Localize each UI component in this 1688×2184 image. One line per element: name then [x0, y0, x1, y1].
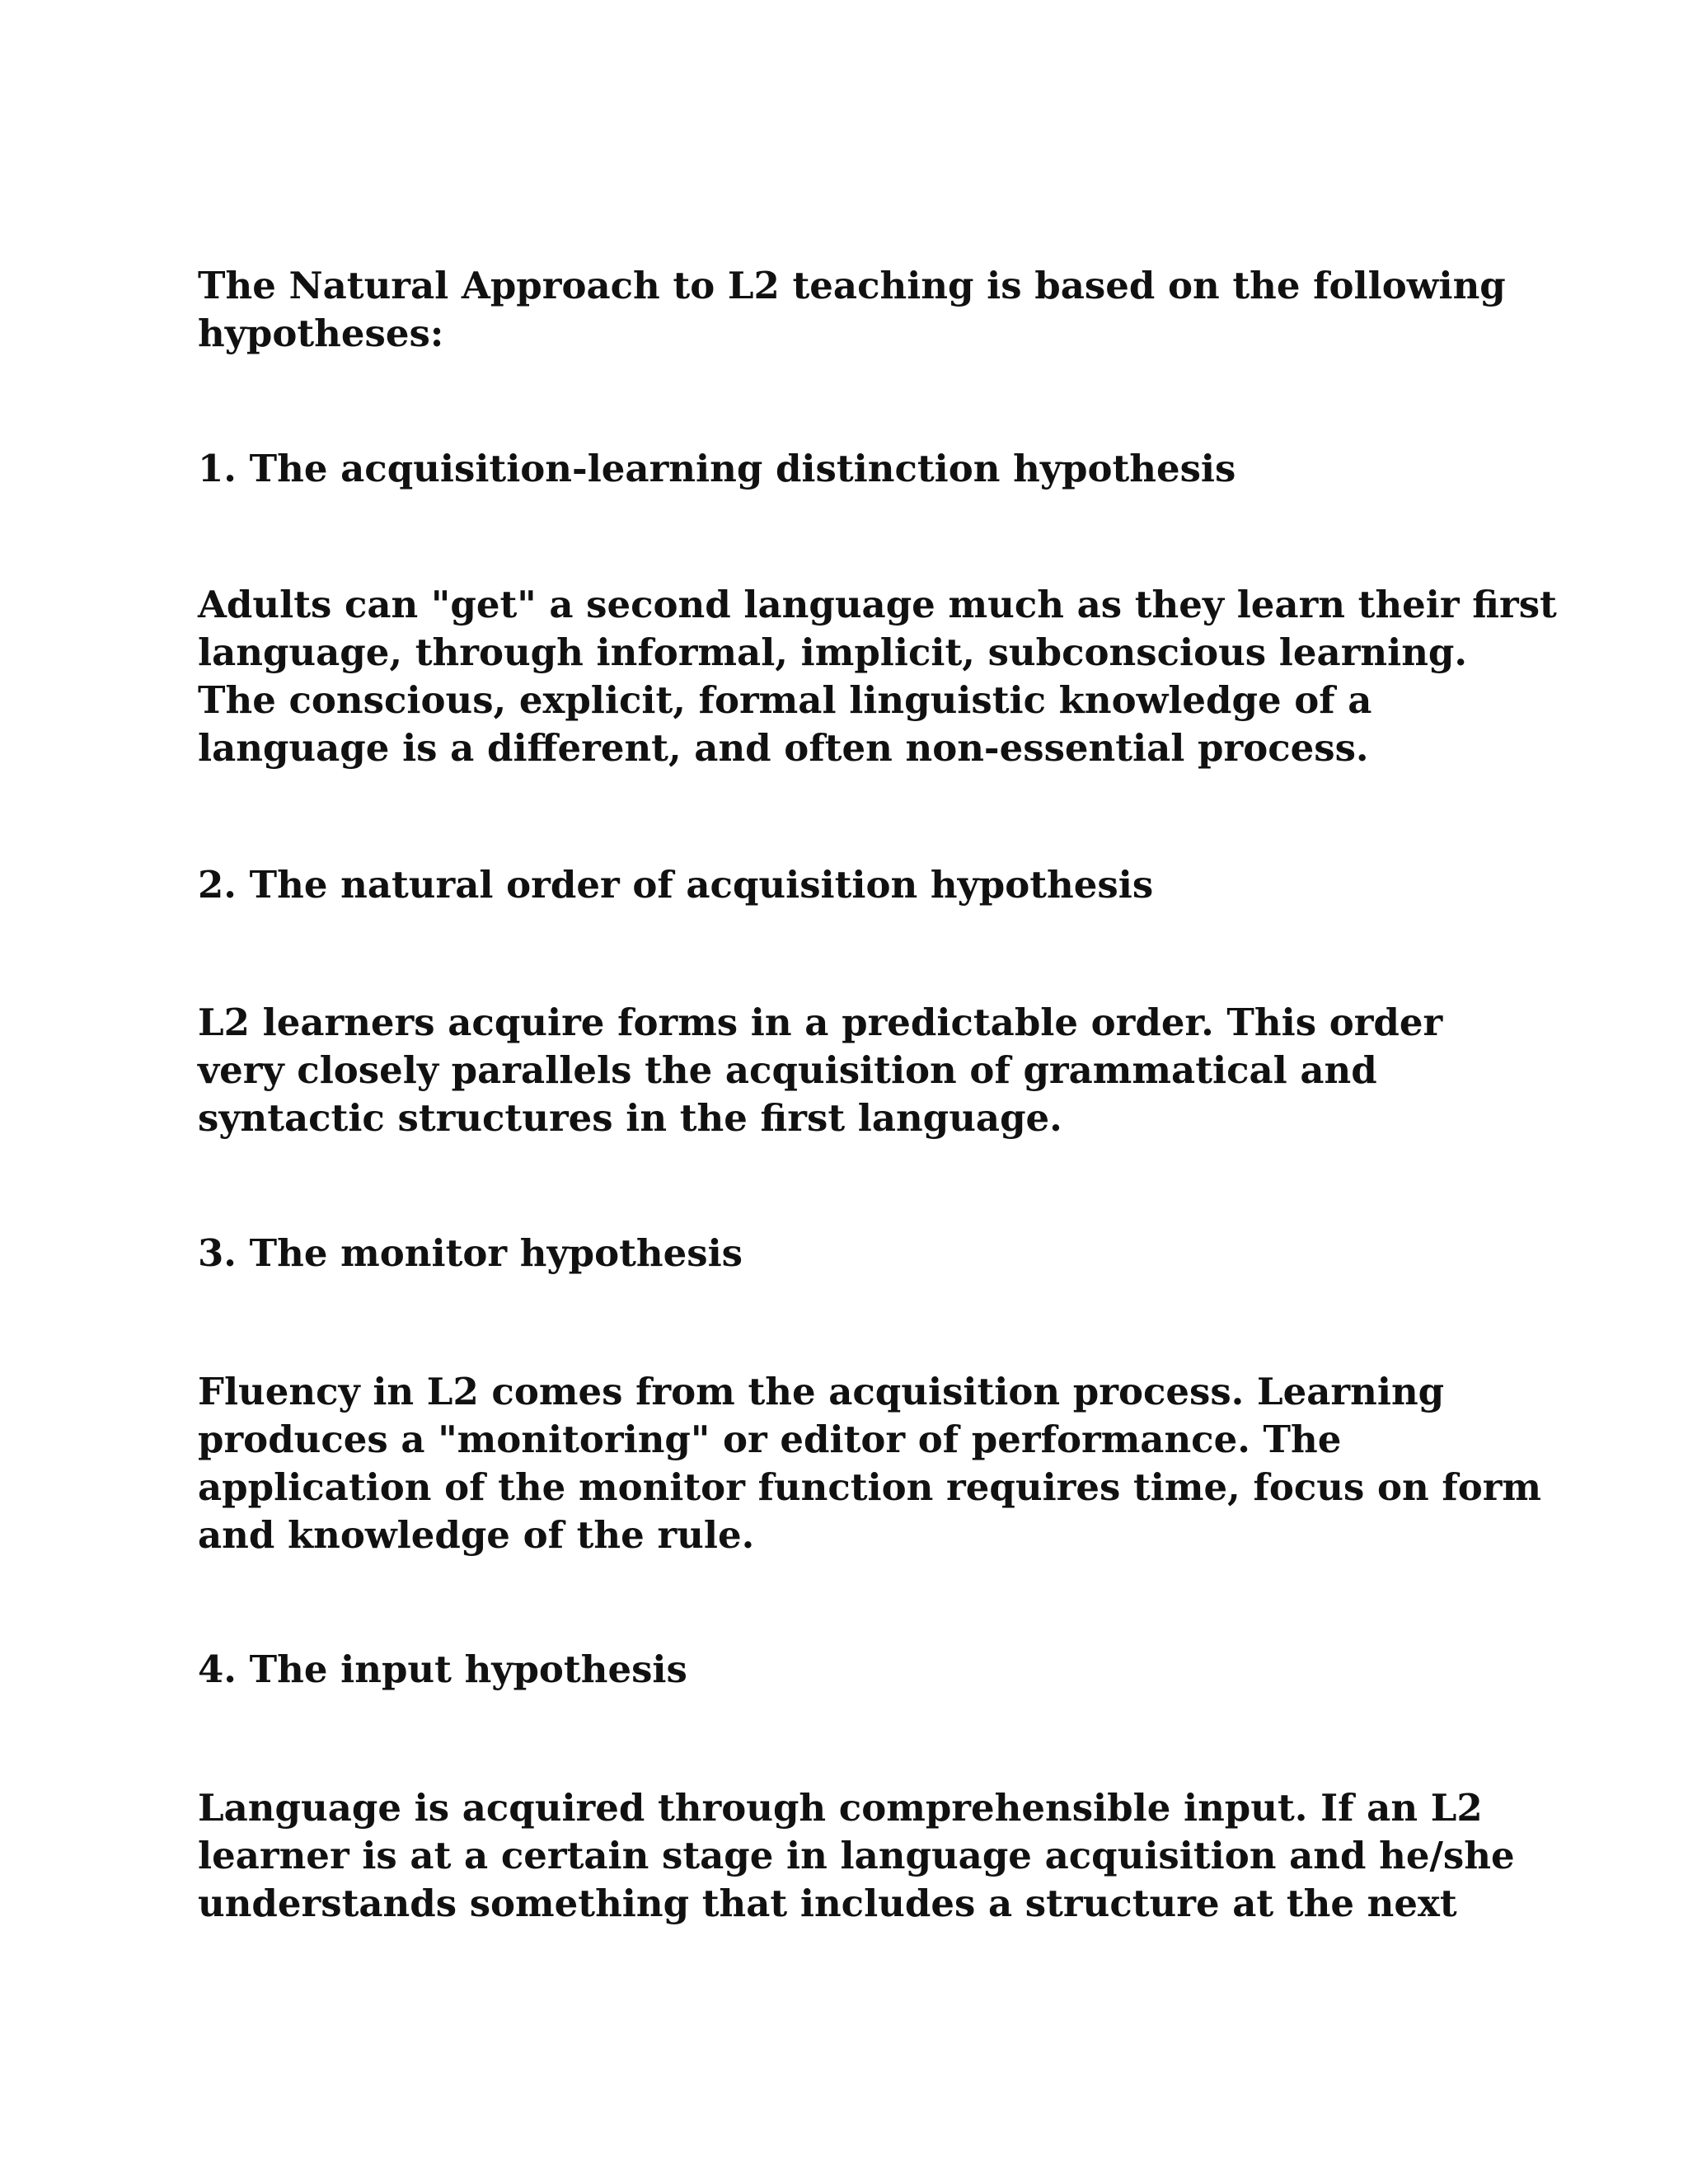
section-4-body [198, 1784, 1550, 1928]
text-line: L2 learners acquire forms in a predictable order. This order [198, 1001, 1443, 1044]
text-line: The Natural Approach to L2 teaching is based on the following [198, 264, 1506, 307]
heading-text: 3. The monitor hypothesis [198, 1231, 743, 1275]
text-line: language is a different, and often non-essential process. [198, 726, 1369, 770]
heading-text: 1. The acquisition-learning distinction hypothesis [198, 447, 1236, 490]
text-line: Language is acquired through comprehensible input. If an L2 [198, 1786, 1483, 1830]
section-3-heading [198, 1230, 1550, 1277]
section-4-heading [198, 1646, 1550, 1694]
intro-paragraph [198, 262, 1550, 358]
text-line: hypotheses: [198, 312, 444, 355]
section-2-body [198, 999, 1550, 1142]
section-2-heading [198, 861, 1550, 909]
heading-text: 2. The natural order of acquisition hypothesis [198, 863, 1154, 907]
text-line: understands something that includes a structure at the next [198, 1882, 1457, 1925]
section-1-heading [198, 445, 1550, 493]
text-line: language, through informal, implicit, subconscious learning. [198, 630, 1468, 674]
heading-text: 4. The input hypothesis [198, 1647, 687, 1691]
text-line: The conscious, explicit, formal linguistic knowledge of a [198, 678, 1372, 722]
section-3-body [198, 1368, 1550, 1559]
text-line: syntactic structures in the first language. [198, 1096, 1062, 1140]
section-1-body [198, 581, 1557, 772]
text-line: Adults can "get" a second language much as they learn their first [198, 583, 1557, 626]
text-line: application of the monitor function requires time, focus on form [198, 1465, 1542, 1509]
text-line: very closely parallels the acquisition of grammatical and [198, 1048, 1377, 1092]
text-line: learner is at a certain stage in language acquisition and he/she [198, 1834, 1515, 1877]
text-line: produces a "monitoring" or editor of performance. The [198, 1418, 1342, 1461]
text-line: Fluency in L2 comes from the acquisition process. Learning [198, 1370, 1445, 1413]
text-line: and knowledge of the rule. [198, 1513, 755, 1557]
